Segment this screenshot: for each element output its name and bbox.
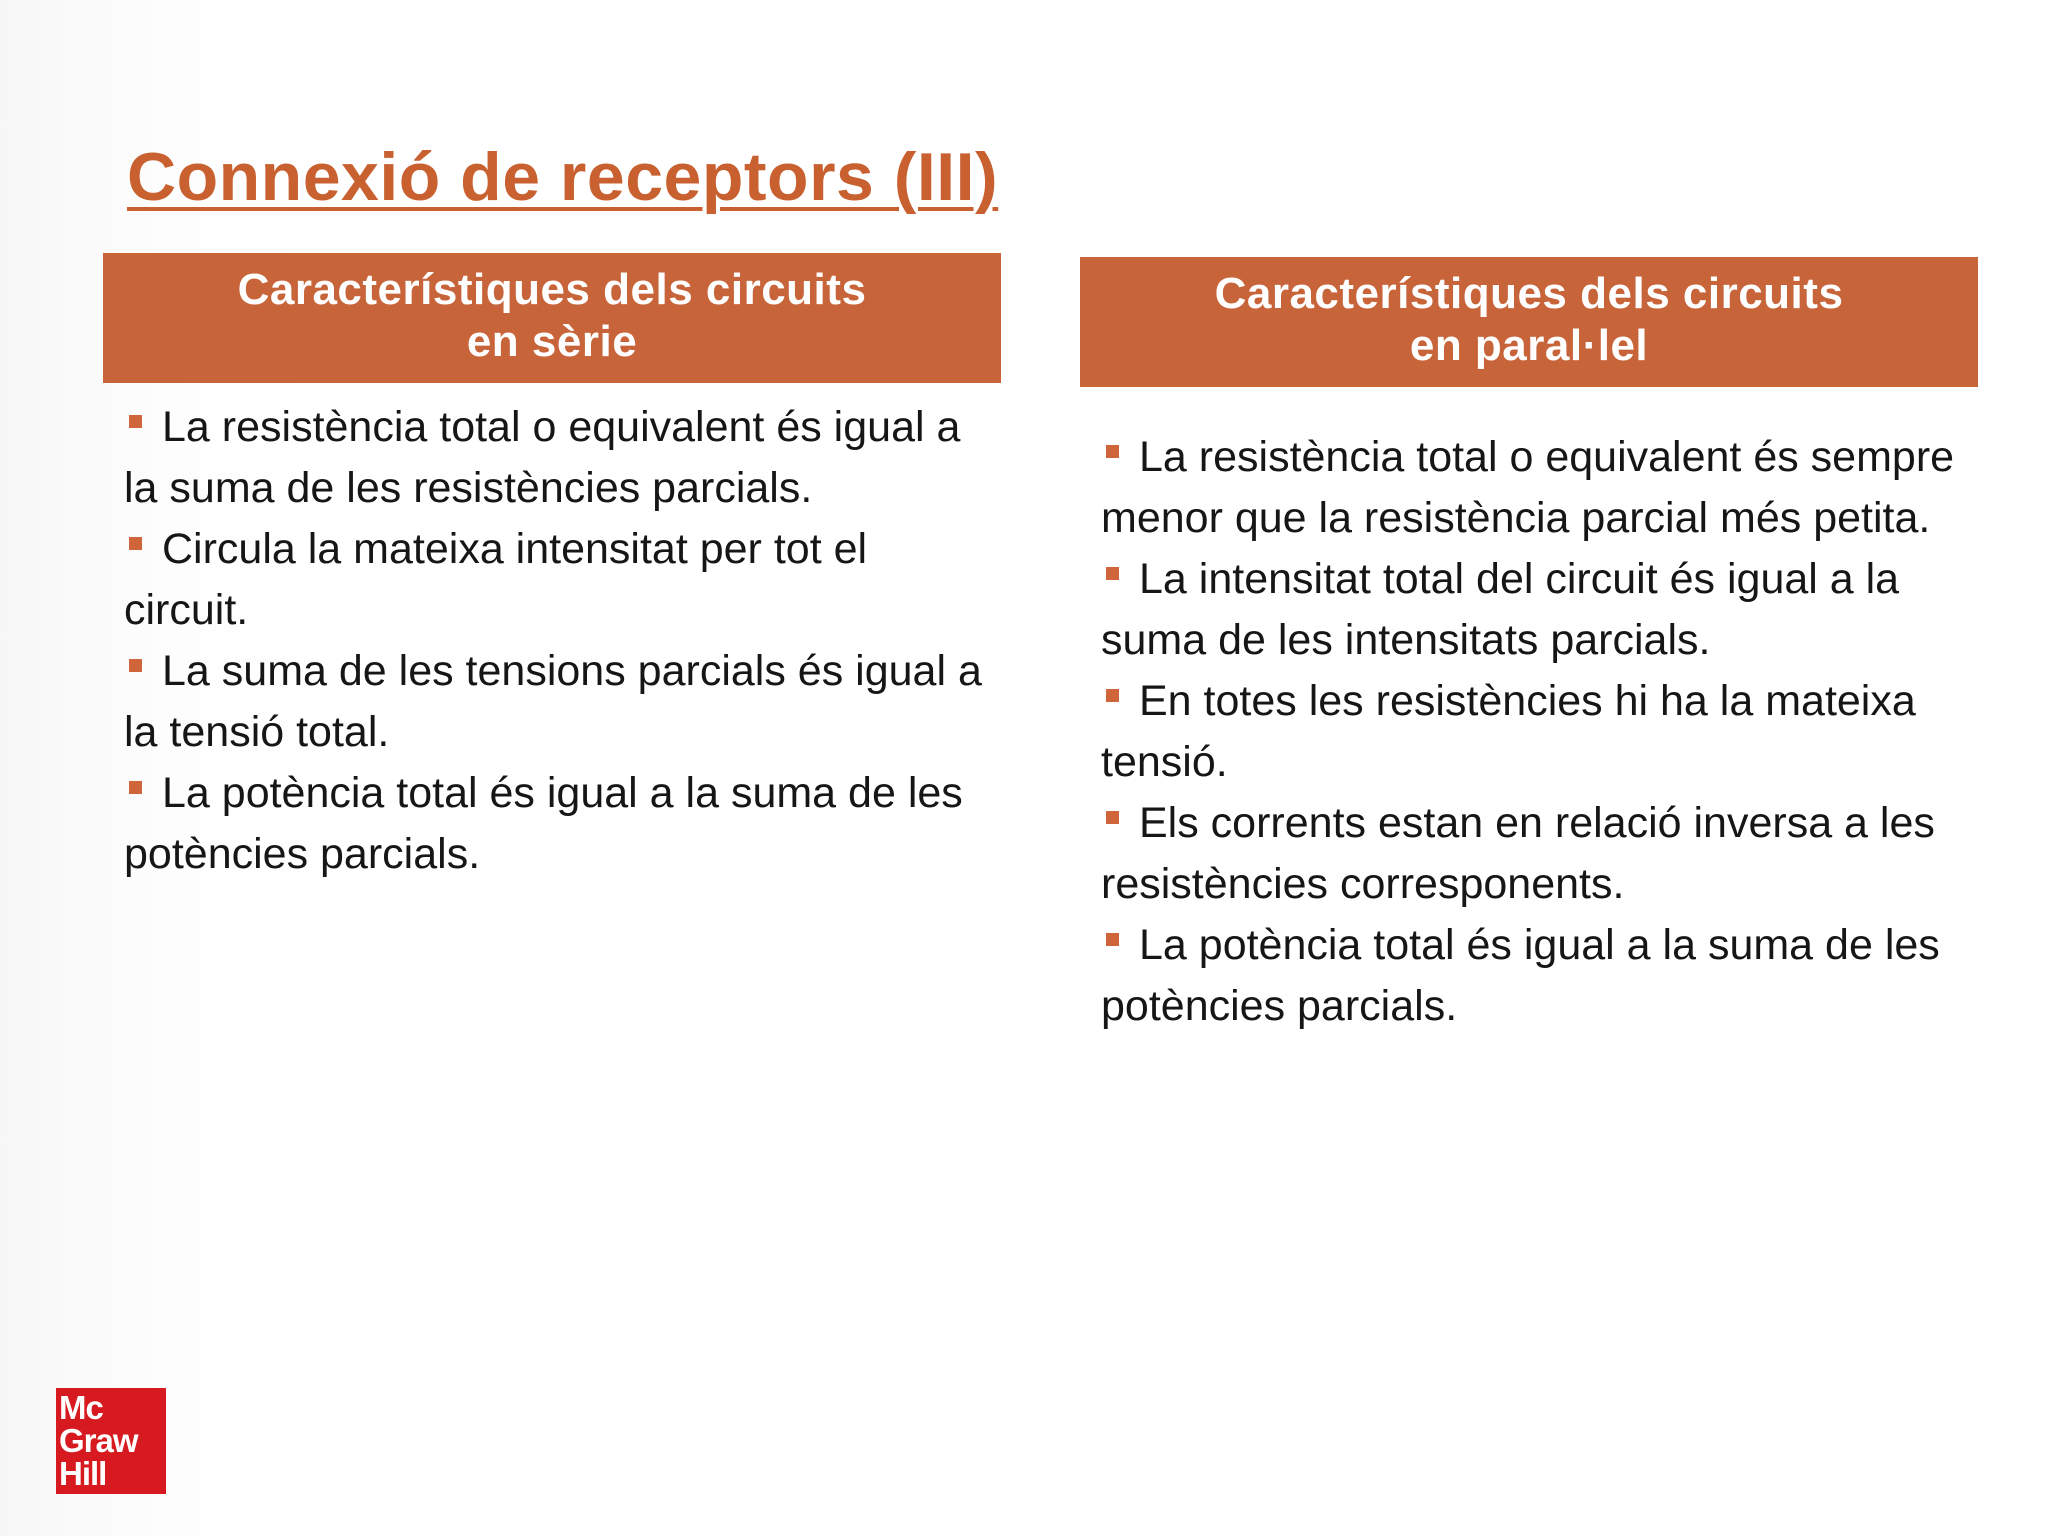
series-header-line2: en sèrie (466, 317, 638, 366)
list-item (124, 397, 994, 519)
list-item (1101, 427, 1971, 549)
list-item-text: La resistència total o equivalent és sempre menor que la resistència parcial més petita. (1101, 433, 1955, 542)
square-bullet-icon (129, 415, 142, 428)
list-item (1101, 915, 1971, 1037)
list-item-text: La potència total és igual a la suma de les potències parcials. (124, 769, 963, 878)
square-bullet-icon (1106, 689, 1119, 702)
square-bullet-icon (129, 659, 142, 672)
list-item-text: La potència total és igual a la suma de les potències parcials. (1101, 921, 1940, 1030)
square-bullet-icon (1106, 445, 1119, 458)
list-item-text: La intensitat total del circuit és igual a la suma de les intensitats parcials. (1101, 555, 1900, 664)
list-item (1101, 671, 1971, 793)
list-item (124, 519, 994, 641)
square-bullet-icon (1106, 567, 1119, 580)
list-item (1101, 549, 1971, 671)
slide-title: Connexió de receptors (III) (127, 139, 999, 215)
series-header (103, 253, 1001, 383)
parallel-column (1080, 257, 1978, 1037)
series-list (103, 397, 1001, 885)
list-item-text: En totes les resistències hi ha la mateixa tensió. (1101, 677, 1916, 786)
list-item (124, 641, 994, 763)
mcgraw-hill-logo (56, 1388, 166, 1494)
parallel-header-line2: en paral·lel (1409, 321, 1649, 370)
parallel-list (1080, 427, 1978, 1037)
series-column (103, 253, 1001, 885)
list-item-text: La resistència total o equivalent és igual a la suma de les resistències parcials. (124, 403, 961, 512)
logo-line-hill: Hill (59, 1455, 107, 1492)
list-item-text: Els corrents estan en relació inversa a les resistències corresponents. (1101, 799, 1935, 908)
list-item (124, 763, 994, 885)
series-header-line1: Característiques dels circuits (237, 265, 867, 314)
logo-line-mc: Mc (59, 1389, 103, 1426)
logo-line-graw: Graw (59, 1422, 138, 1459)
square-bullet-icon (129, 537, 142, 550)
square-bullet-icon (129, 781, 142, 794)
list-item-text: La suma de les tensions parcials és igual a la tensió total. (124, 647, 982, 756)
parallel-header-line1: Característiques dels circuits (1214, 269, 1844, 318)
parallel-header (1080, 257, 1978, 387)
list-item (1101, 793, 1971, 915)
list-item-text: Circula la mateixa intensitat per tot el circuit. (124, 525, 868, 634)
square-bullet-icon (1106, 933, 1119, 946)
square-bullet-icon (1106, 811, 1119, 824)
